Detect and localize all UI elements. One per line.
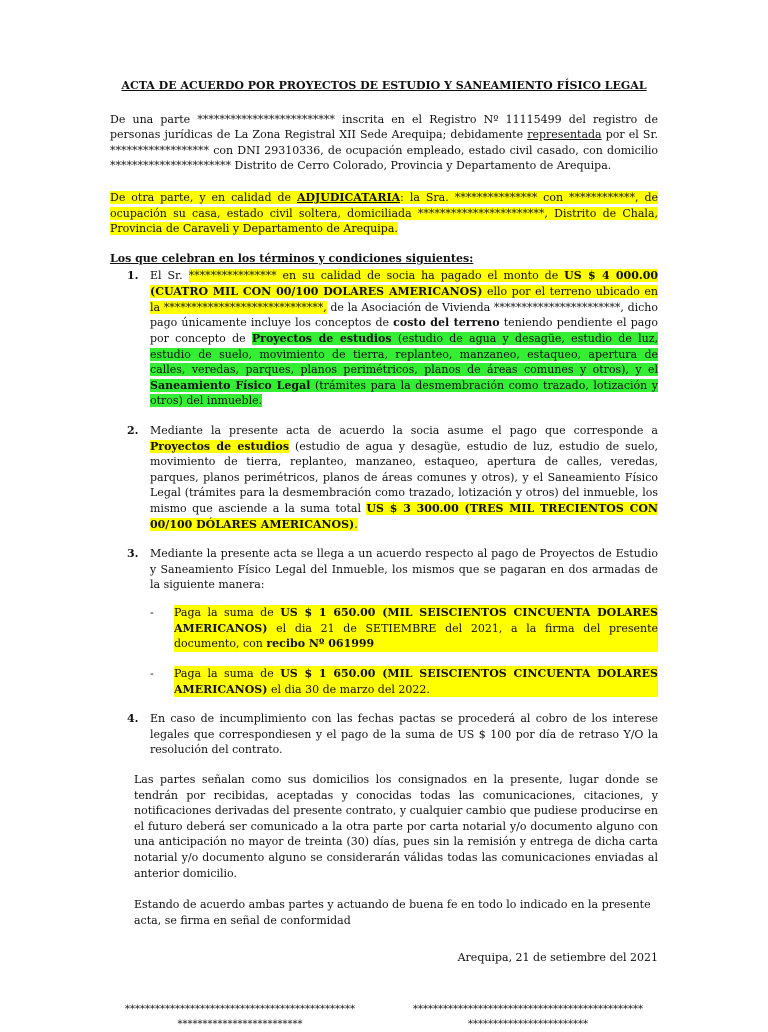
clause-2-b: (estudio de agua y desagüe, estudio de luz, estudio de suelo, movimiento de tierra, replanteo, manzaneo, estaqueo, apertura de calles, veredas, parques, planos perimétricos, planos de áreas comunes y otros), y el Saneamiento Físico Legal (trámites para la desmembración como trazado, lotización y otros) del inmueble, los mismo que asciende a la suma total bbox=[150, 439, 658, 516]
clause-1-e: teniendo pendiente el pago por concepto de bbox=[150, 316, 658, 345]
signature-block-right bbox=[398, 1002, 658, 1032]
place-and-date: Arequipa, 21 de setiembre del 2021 bbox=[457, 951, 658, 965]
payment-1-a: Paga la suma de bbox=[174, 606, 281, 620]
payment-1-b: el dia 21 de SETIEMBRE del 2021, a la firma del presente documento, con bbox=[174, 621, 658, 651]
clause-1-c: ello por el terreno ubicado en la *****************************, bbox=[150, 285, 658, 314]
payment-2-amount: US $ 1 650.00 (MIL SEISCIENTOS CINCUENTA DOLARES AMERICANOS) bbox=[174, 666, 658, 696]
clause-4-text: En caso de incumplimiento con las fechas pactas se procederá al cobro de los interese legales que correspondiesen y el pago de la suma de US $ 100 por día de retraso Y/O la resolución del contrato. bbox=[150, 712, 658, 757]
clause-3 bbox=[110, 546, 658, 697]
document-title: ACTA DE ACUERDO POR PROYECTOS DE ESTUDIO Y SANEAMIENTO FÍSICO LEGAL bbox=[121, 79, 647, 92]
clause-1-saneamiento: Saneamiento Físico Legal bbox=[150, 378, 311, 392]
clause-2-a: Mediante la presente acta de acuerdo la socia asume el pago que corresponde a bbox=[150, 423, 658, 437]
clause-number: 1. bbox=[127, 269, 139, 283]
clause-2-proyectos: Proyectos de estudios bbox=[150, 439, 290, 453]
payment-dash: - bbox=[150, 666, 154, 680]
intro-second-party-b: : la Sra. *************** con ************, de ocupación su casa, estado civil soltera, domiciliada ***********************, Distrito de Chala, Provincia de Caraveli y Departamento de Arequipa. bbox=[110, 191, 658, 236]
payment-1-receipt: recibo Nº 061999 bbox=[266, 637, 375, 651]
conditions-heading: Los que celebran en los términos y condiciones siguientes: bbox=[110, 251, 474, 265]
adjudicataria-label: ADJUDICATARIA bbox=[296, 191, 401, 205]
clause-4 bbox=[110, 711, 658, 758]
clause-1-d: de la Asociación de Vivienda ***********************, dicho pago únicamente incluye los conceptos de bbox=[150, 300, 658, 330]
payment-dash: - bbox=[150, 606, 154, 620]
clause-1-b: **************** en su calidad de socia ha pagado el monto de bbox=[188, 269, 565, 283]
clause-2-end: . bbox=[354, 517, 358, 531]
signature-block-left bbox=[110, 1002, 370, 1032]
clause-number: 3. bbox=[127, 547, 139, 561]
clause-1-g: (trámites para la desmembración como trazado, lotización y otros) del inmueble. bbox=[150, 378, 659, 408]
payment-2-b: el dia 30 de marzo del 2022. bbox=[267, 682, 430, 696]
payment-1-amount: US $ 1 650.00 (MIL SEISCIENTOS CINCUENTA DOLARES AMERICANOS) bbox=[174, 606, 658, 635]
clause-1-f: (estudio de agua y desagüe, estudio de luz, estudio de suelo, movimiento de tierra, replanteo, manzaneo, estaqueo, apertura de calles, veredas, parques, planos perimétricos, planos de áreas comunes y otros), y el bbox=[150, 331, 658, 377]
clause-1-proyectos: Proyectos de estudios bbox=[251, 331, 392, 345]
signature-row bbox=[110, 1002, 658, 1032]
intro-first-party-a: De una parte ************************* inscrita en el Registro Nº 11115499 del registro de personas jurídicas de La Zona Registral XII Sede Arequipa; debidamente bbox=[110, 112, 658, 142]
signature-name: ************************* bbox=[177, 1019, 303, 1031]
intro-first-party bbox=[110, 112, 658, 174]
clause-2-amount: US $ 3 300.00 (TRES MIL TRECIENTOS CON 00/100 DÓLARES AMERICANOS) bbox=[150, 502, 658, 531]
clauses-list bbox=[110, 268, 658, 757]
intro-second-party-a: De otra parte, y en calidad de bbox=[110, 191, 297, 205]
closing-agreement-paragraph: Estando de acuerdo ambas partes y actuando de buena fe en todo lo indicado en la presente acta, se firma en señal de conformidad bbox=[134, 898, 651, 927]
clause-number: 2. bbox=[127, 423, 139, 437]
payment-2-a: Paga la suma de bbox=[174, 666, 281, 680]
clause-1-a: El Sr. bbox=[150, 269, 189, 283]
closing-domicile-paragraph: Las partes señalan como sus domicilios los consignados en la presente, lugar donde se tendrán por recibidas, aceptadas y conocidas todas las comunicaciones, citaciones, y notificaciones derivadas del presente contrato, y cualquier cambio que pudiese producirse en el futuro deberá ser comunicado a la otra parte por carta notarial y/o documento alguno con una anticipación no mayor de treinta (30) días, pues sin la remisión y entrega de dicha carta notarial y/o documento alguno se considerarán válidas todas las comunicaciones enviadas al anterior domicilio. bbox=[134, 772, 658, 880]
represented-word: representada bbox=[527, 128, 602, 142]
clause-1 bbox=[110, 268, 658, 408]
clause-number: 4. bbox=[127, 712, 139, 726]
intro-first-party-b: por el Sr. ****************** con DNI 29310336, de ocupación empleado, estado civil casado, con domicilio ********************** Distrito de Cerro Colorado, Provincia y Departamento de Arequipa. bbox=[110, 128, 658, 173]
intro-second-party bbox=[110, 190, 658, 237]
payment-item bbox=[150, 666, 658, 697]
clause-1-costo: costo del terreno bbox=[393, 316, 500, 330]
signature-line: ********************************************** bbox=[413, 1004, 643, 1016]
payment-item bbox=[150, 605, 658, 652]
signature-name: ************************ bbox=[468, 1019, 588, 1031]
signature-line: ********************************************** bbox=[125, 1004, 355, 1016]
payments-list bbox=[150, 605, 658, 697]
clause-1-amount: US $ 4 000.00 (CUATRO MIL CON 00/100 DOLARES AMERICANOS) bbox=[150, 269, 658, 299]
clause-3-text: Mediante la presente acta se llega a un acuerdo respecto al pago de Proyectos de Estudio y Saneamiento Físico Legal del Inmueble, los mismos que se pagaran en dos armadas de la siguiente manera: bbox=[150, 547, 658, 592]
clause-2 bbox=[110, 423, 658, 532]
